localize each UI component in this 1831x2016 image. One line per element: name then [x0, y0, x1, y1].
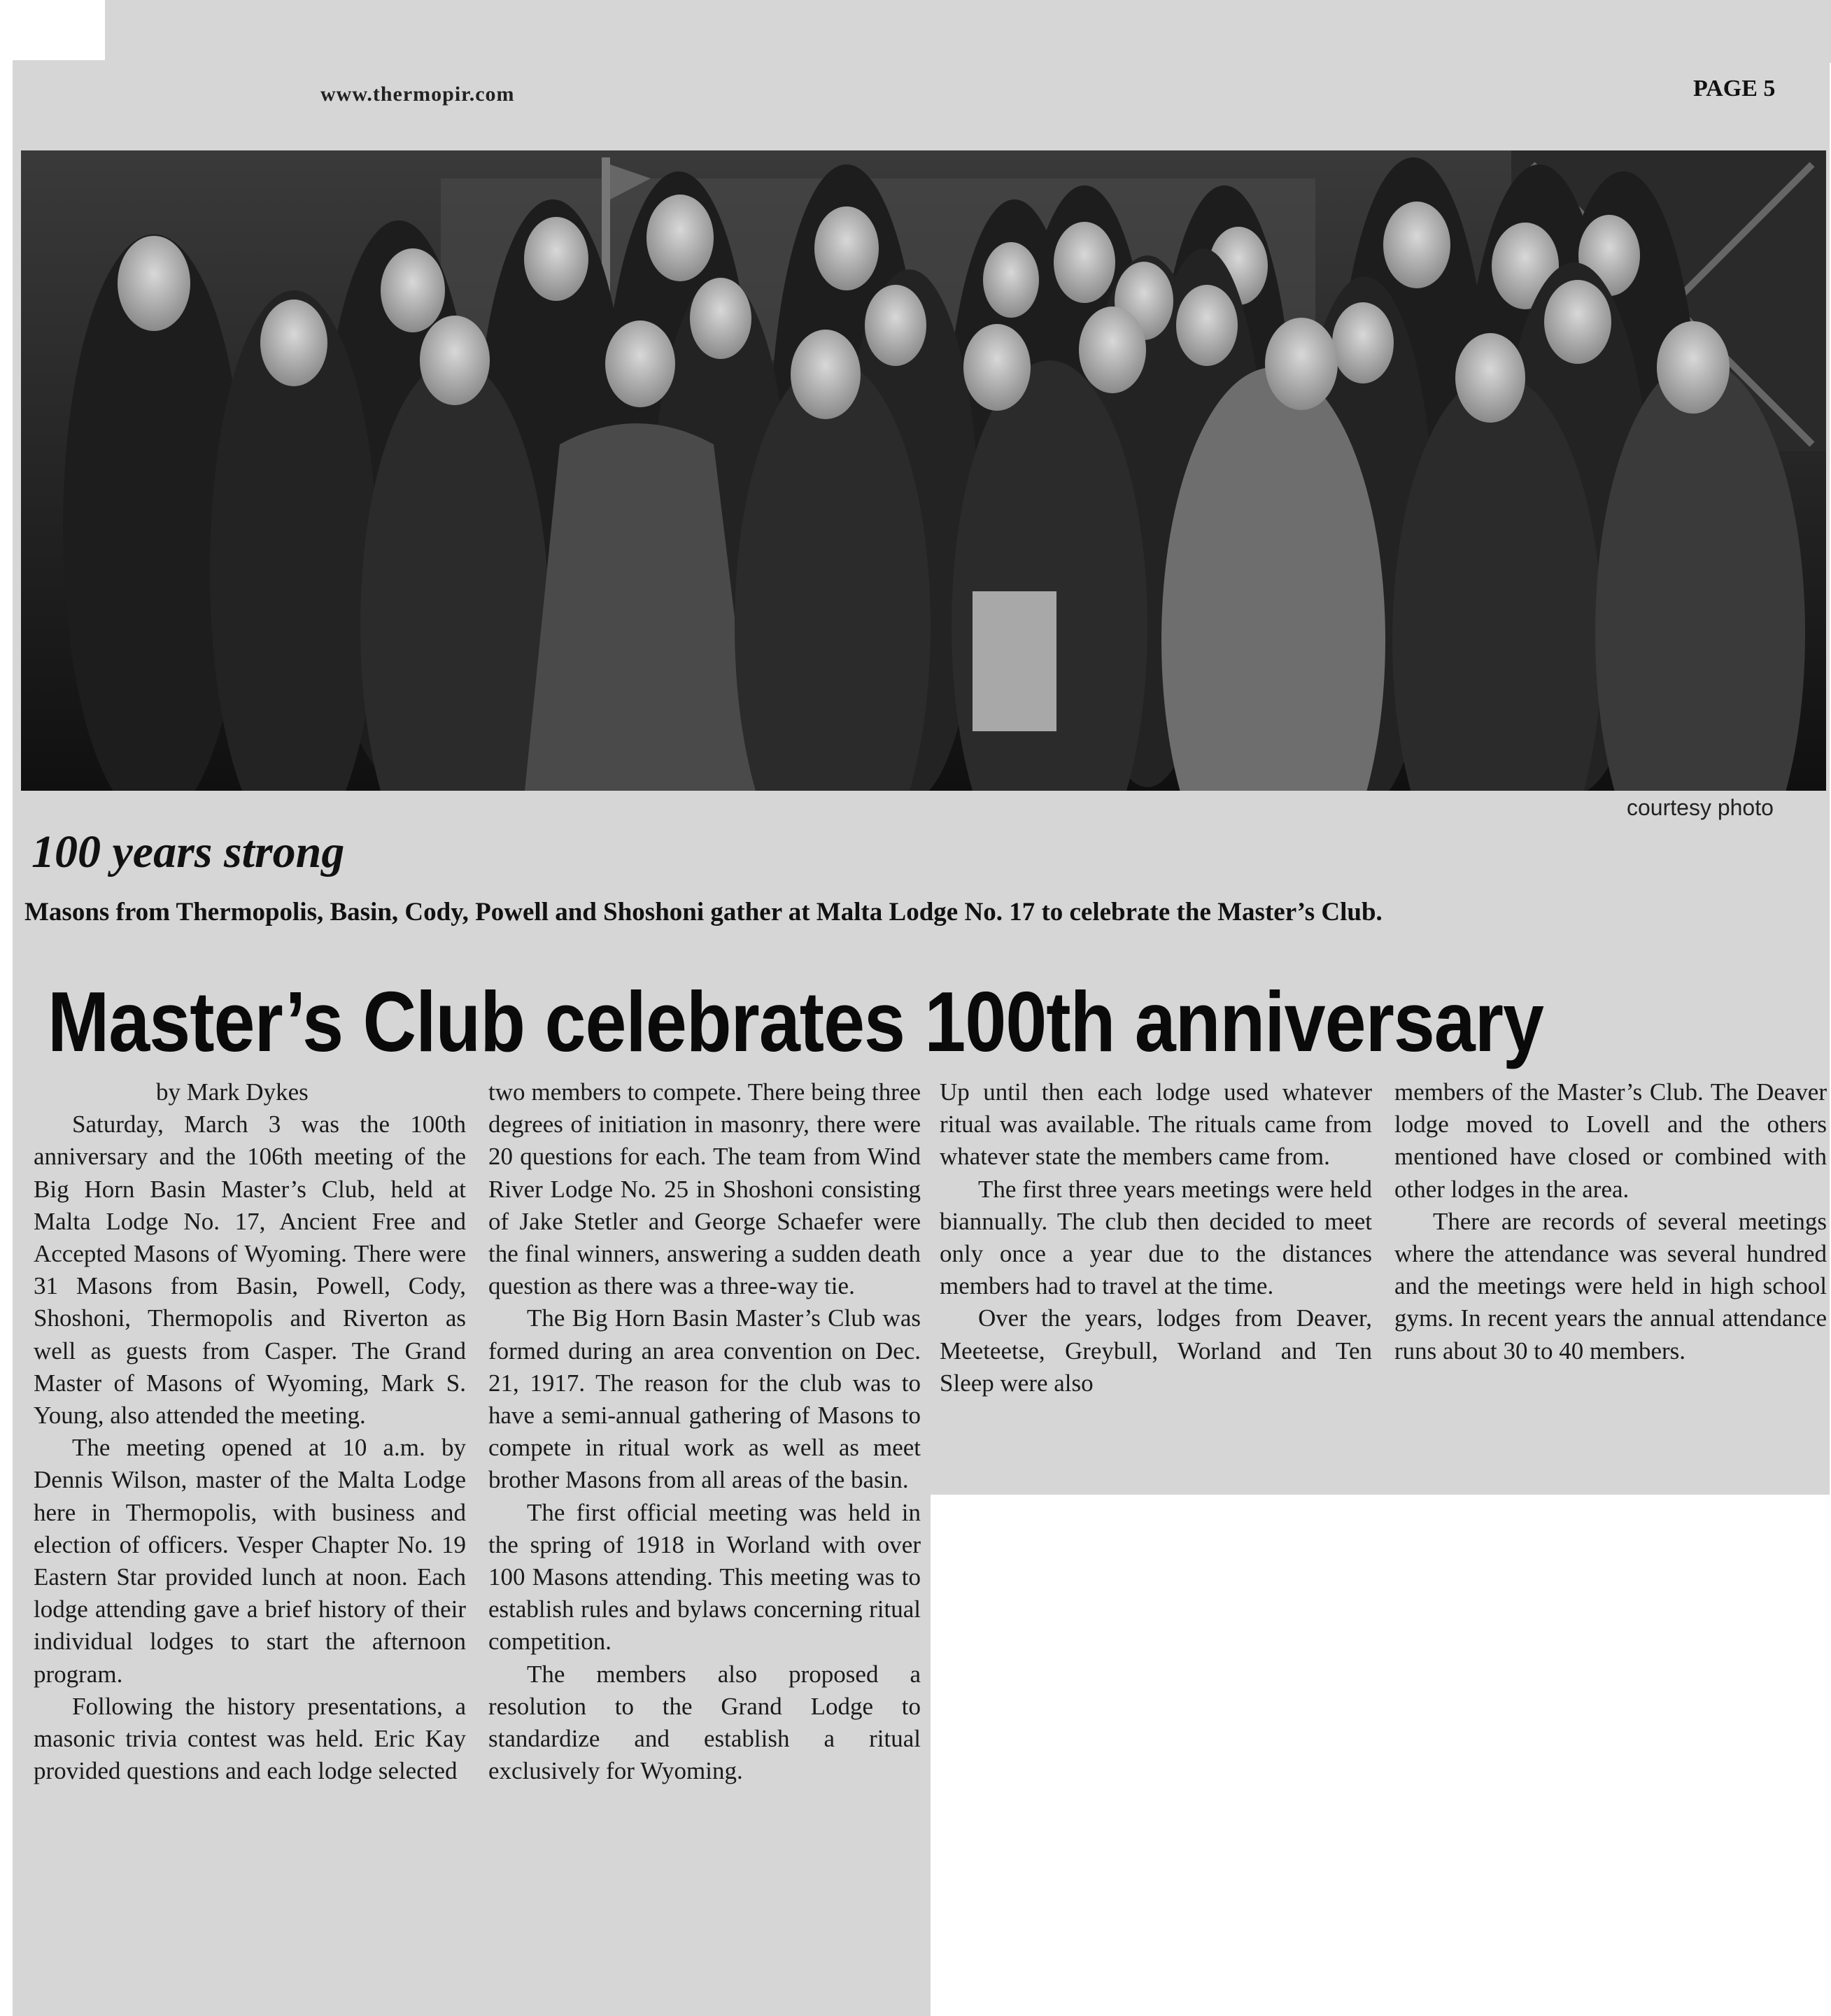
- page-number: PAGE 5: [1693, 76, 1776, 101]
- article-column-1: [34, 1076, 466, 1787]
- paragraph: Saturday, March 3 was the 100th anniversary and the 106th meeting of the Big Horn Basin Master’s Club, held at Malta Lodge No. 17, Ancient Free and Accepted Masons of Wyoming. There were 31 Masons from Basin, Powell, Cody, Shoshoni, Thermopolis and Riverton as well as guests from Casper. The Grand Master of Masons of Wyoming, Mark S. Young, also attended the meeting.: [34, 1111, 466, 1430]
- paragraph: Over the years, lodges from Deaver, Meeteetse, Greybull, Worland and Ten Sleep were also: [940, 1304, 1372, 1397]
- group-photo-illustration: [21, 150, 1826, 791]
- cutline-title: 100 years strong: [31, 826, 345, 877]
- photo-caption: Masons from Thermopolis, Basin, Cody, Powell and Shoshoni gather at Malta Lodge No. 17 to celebrate the Master’s Club.: [24, 898, 1383, 926]
- article-column-2: [488, 1076, 921, 1787]
- paragraph: Following the history presentations, a masonic trivia contest was held. Eric Kay provided questions and each lodge selected: [34, 1692, 466, 1785]
- paragraph: members of the Master’s Club. The Deaver lodge moved to Lovell and the others mentioned have closed or combined with other lodges in the area.: [1394, 1078, 1827, 1203]
- byline: by Mark Dykes: [156, 1078, 309, 1106]
- clipping-background-top: [105, 0, 1831, 63]
- photo-credit: courtesy photo: [1627, 795, 1774, 820]
- paragraph: There are records of several meetings where the attendance was several hundred and the meetings were held in high school gyms. In recent years the annual attendance runs about 30 to 40 members.: [1394, 1207, 1827, 1365]
- group-photo: [21, 150, 1826, 791]
- paragraph: The first three years meetings were held biannually. The club then decided to meet only once a year due to the distances members had to travel at the time.: [940, 1175, 1372, 1300]
- article-headline: Master’s Club celebrates 100th anniversary: [48, 974, 1543, 1070]
- article-column-4: [1394, 1076, 1827, 1367]
- paragraph: The first official meeting was held in the spring of 1918 in Worland with over 100 Masons attending. This meeting was to establish rules and bylaws concerning ritual competition.: [488, 1498, 921, 1656]
- paragraph: The Big Horn Basin Master’s Club was formed during an area convention on Dec. 21, 1917. The reason for the club was to have a semi-annual gathering of Masons to compete in ritual work as well as meet brother Masons from all areas of the basin.: [488, 1304, 921, 1494]
- paragraph: Up until then each lodge used whatever ritual was available. The rituals came from whatever state the members came from.: [940, 1078, 1372, 1171]
- article-column-3: [940, 1076, 1372, 1400]
- paragraph: The members also proposed a resolution to the Grand Lodge to standardize and establish a ritual exclusively for Wyoming.: [488, 1660, 921, 1785]
- paragraph: two members to compete. There being three degrees of initiation in masonry, there were 20 questions for each. The team from Wind River Lodge No. 25 in Shoshoni consisting of Jake Stetler and George Schaefer were the final winners, answering a sudden death question as there was a three-way tie.: [488, 1078, 921, 1300]
- website-url: www.thermopir.com: [320, 83, 515, 106]
- paragraph: The meeting opened at 10 a.m. by Dennis Wilson, master of the Malta Lodge here in Thermopolis, with business and election of officers. Vesper Chapter No. 19 Eastern Star provided lunch at noon. Each lodge attending gave a brief history of their individual lodges to start the afternoon program.: [34, 1434, 466, 1688]
